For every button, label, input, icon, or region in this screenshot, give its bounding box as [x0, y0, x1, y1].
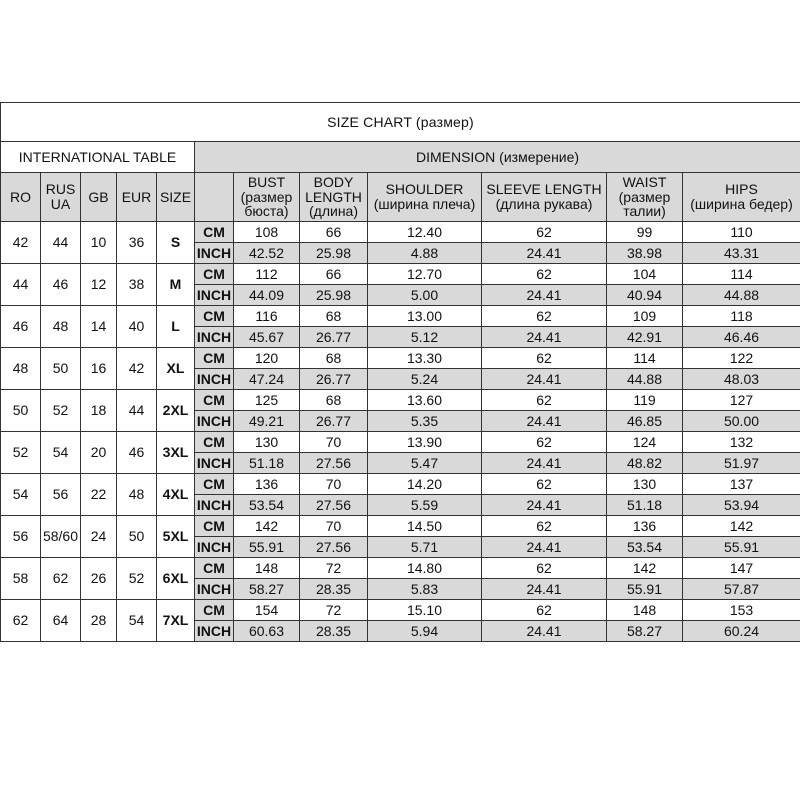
cell-bust-inch: 51.18 — [234, 453, 300, 474]
cell-hips-cm: 142 — [683, 516, 800, 537]
cell-ro: 42 — [1, 222, 41, 264]
unit-label-inch: INCH — [195, 453, 234, 474]
cell-bust-cm: 154 — [234, 600, 300, 621]
cell-hips-inch: 55.91 — [683, 537, 800, 558]
cell-waist-inch: 38.98 — [607, 243, 683, 264]
cell-ro: 46 — [1, 306, 41, 348]
cell-ro: 48 — [1, 348, 41, 390]
cell-bust-inch: 44.09 — [234, 285, 300, 306]
cell-shoulder-inch: 5.12 — [368, 327, 482, 348]
unit-label-inch: INCH — [195, 621, 234, 642]
unit-label-cm: CM — [195, 432, 234, 453]
cell-eur: 48 — [117, 474, 157, 516]
cell-shoulder-inch: 5.35 — [368, 411, 482, 432]
table-row — [1, 222, 800, 243]
cell-sleeve-length-cm: 62 — [482, 264, 607, 285]
cell-shoulder-cm: 13.30 — [368, 348, 482, 369]
cell-shoulder-cm: 14.50 — [368, 516, 482, 537]
col-header-shoulder: SHOULDER (ширина плеча) — [368, 173, 482, 222]
cell-body-length-inch: 28.35 — [300, 579, 368, 600]
cell-body-length-cm: 68 — [300, 306, 368, 327]
cell-waist-cm: 114 — [607, 348, 683, 369]
unit-label-cm: CM — [195, 474, 234, 495]
cell-sleeve-length-cm: 62 — [482, 600, 607, 621]
cell-hips-cm: 114 — [683, 264, 800, 285]
cell-hips-inch: 57.87 — [683, 579, 800, 600]
unit-label-cm: CM — [195, 306, 234, 327]
size-chart-table — [0, 102, 800, 642]
unit-label-inch: INCH — [195, 495, 234, 516]
cell-sleeve-length-inch: 24.41 — [482, 411, 607, 432]
cell-eur: 54 — [117, 600, 157, 642]
table-row — [1, 558, 800, 579]
col-header-unit-blank — [195, 173, 234, 222]
cell-shoulder-cm: 12.40 — [368, 222, 482, 243]
cell-bust-cm: 112 — [234, 264, 300, 285]
cell-eur: 46 — [117, 432, 157, 474]
col-header-gb: GB — [81, 173, 117, 222]
cell-shoulder-inch: 5.24 — [368, 369, 482, 390]
table-row — [1, 516, 800, 537]
cell-shoulder-inch: 4.88 — [368, 243, 482, 264]
unit-label-cm: CM — [195, 558, 234, 579]
cell-gb: 24 — [81, 516, 117, 558]
cell-shoulder-cm: 13.60 — [368, 390, 482, 411]
col-header-sleeve-length: SLEEVE LENGTH (длина рукава) — [482, 173, 607, 222]
cell-rus-ua: 48 — [41, 306, 81, 348]
cell-shoulder-cm: 15.10 — [368, 600, 482, 621]
cell-size: 6XL — [157, 558, 195, 600]
cell-body-length-cm: 72 — [300, 558, 368, 579]
cell-body-length-inch: 26.77 — [300, 327, 368, 348]
cell-ro: 44 — [1, 264, 41, 306]
unit-label-cm: CM — [195, 348, 234, 369]
unit-label-cm: CM — [195, 222, 234, 243]
cell-eur: 40 — [117, 306, 157, 348]
cell-body-length-inch: 27.56 — [300, 453, 368, 474]
table-row — [1, 432, 800, 453]
cell-bust-inch: 60.63 — [234, 621, 300, 642]
cell-ro: 52 — [1, 432, 41, 474]
cell-shoulder-inch: 5.00 — [368, 285, 482, 306]
cell-size: L — [157, 306, 195, 348]
cell-gb: 12 — [81, 264, 117, 306]
cell-body-length-inch: 26.77 — [300, 411, 368, 432]
col-header-rus-ua: RUS UA — [41, 173, 81, 222]
cell-waist-cm: 99 — [607, 222, 683, 243]
cell-hips-cm: 132 — [683, 432, 800, 453]
unit-label-inch: INCH — [195, 369, 234, 390]
cell-ro: 54 — [1, 474, 41, 516]
cell-hips-cm: 118 — [683, 306, 800, 327]
cell-shoulder-inch: 5.94 — [368, 621, 482, 642]
cell-ro: 56 — [1, 516, 41, 558]
cell-sleeve-length-inch: 24.41 — [482, 369, 607, 390]
cell-size: 2XL — [157, 390, 195, 432]
table-row — [1, 348, 800, 369]
cell-waist-cm: 104 — [607, 264, 683, 285]
cell-size: 7XL — [157, 600, 195, 642]
cell-body-length-cm: 70 — [300, 516, 368, 537]
cell-hips-cm: 122 — [683, 348, 800, 369]
cell-waist-inch: 46.85 — [607, 411, 683, 432]
table-row — [1, 474, 800, 495]
cell-hips-cm: 110 — [683, 222, 800, 243]
cell-waist-cm: 109 — [607, 306, 683, 327]
cell-bust-cm: 136 — [234, 474, 300, 495]
table-row — [1, 264, 800, 285]
unit-label-inch: INCH — [195, 411, 234, 432]
cell-waist-cm: 130 — [607, 474, 683, 495]
cell-body-length-cm: 70 — [300, 474, 368, 495]
unit-label-cm: CM — [195, 390, 234, 411]
cell-shoulder-cm: 14.20 — [368, 474, 482, 495]
cell-body-length-inch: 27.56 — [300, 495, 368, 516]
cell-eur: 42 — [117, 348, 157, 390]
cell-bust-cm: 125 — [234, 390, 300, 411]
cell-bust-cm: 130 — [234, 432, 300, 453]
cell-size: S — [157, 222, 195, 264]
col-header-hips: HIPS (ширина бедер) — [683, 173, 800, 222]
cell-ro: 50 — [1, 390, 41, 432]
cell-bust-inch: 42.52 — [234, 243, 300, 264]
cell-bust-inch: 55.91 — [234, 537, 300, 558]
unit-label-inch: INCH — [195, 243, 234, 264]
cell-bust-cm: 148 — [234, 558, 300, 579]
col-header-eur: EUR — [117, 173, 157, 222]
cell-rus-ua: 56 — [41, 474, 81, 516]
cell-hips-inch: 48.03 — [683, 369, 800, 390]
cell-waist-inch: 42.91 — [607, 327, 683, 348]
cell-waist-inch: 55.91 — [607, 579, 683, 600]
cell-hips-cm: 153 — [683, 600, 800, 621]
cell-eur: 44 — [117, 390, 157, 432]
cell-hips-inch: 46.46 — [683, 327, 800, 348]
cell-waist-cm: 124 — [607, 432, 683, 453]
table-row — [1, 306, 800, 327]
cell-size: 5XL — [157, 516, 195, 558]
cell-ro: 62 — [1, 600, 41, 642]
cell-shoulder-cm: 12.70 — [368, 264, 482, 285]
unit-label-inch: INCH — [195, 579, 234, 600]
table-row — [1, 390, 800, 411]
cell-gb: 28 — [81, 600, 117, 642]
cell-gb: 16 — [81, 348, 117, 390]
international-table-header: INTERNATIONAL TABLE — [1, 142, 195, 173]
cell-rus-ua: 46 — [41, 264, 81, 306]
cell-ro: 58 — [1, 558, 41, 600]
cell-bust-inch: 58.27 — [234, 579, 300, 600]
cell-gb: 26 — [81, 558, 117, 600]
cell-waist-cm: 148 — [607, 600, 683, 621]
cell-size: M — [157, 264, 195, 306]
cell-sleeve-length-inch: 24.41 — [482, 327, 607, 348]
cell-size: 3XL — [157, 432, 195, 474]
cell-shoulder-inch: 5.83 — [368, 579, 482, 600]
cell-body-length-cm: 68 — [300, 390, 368, 411]
cell-sleeve-length-cm: 62 — [482, 390, 607, 411]
cell-bust-cm: 116 — [234, 306, 300, 327]
cell-shoulder-cm: 14.80 — [368, 558, 482, 579]
cell-waist-inch: 48.82 — [607, 453, 683, 474]
cell-sleeve-length-cm: 62 — [482, 516, 607, 537]
cell-gb: 14 — [81, 306, 117, 348]
col-header-body-length: BODY LENGTH (длина) — [300, 173, 368, 222]
col-header-ro: RO — [1, 173, 41, 222]
cell-hips-inch: 50.00 — [683, 411, 800, 432]
cell-hips-inch: 51.97 — [683, 453, 800, 474]
cell-hips-inch: 53.94 — [683, 495, 800, 516]
col-header-bust: BUST (размер бюста) — [234, 173, 300, 222]
cell-bust-cm: 108 — [234, 222, 300, 243]
cell-bust-inch: 47.24 — [234, 369, 300, 390]
cell-rus-ua: 50 — [41, 348, 81, 390]
cell-bust-cm: 142 — [234, 516, 300, 537]
cell-waist-cm: 119 — [607, 390, 683, 411]
cell-eur: 38 — [117, 264, 157, 306]
chart-title: SIZE CHART (размер) — [1, 103, 800, 142]
cell-body-length-inch: 28.35 — [300, 621, 368, 642]
cell-shoulder-cm: 13.90 — [368, 432, 482, 453]
cell-sleeve-length-inch: 24.41 — [482, 285, 607, 306]
cell-waist-inch: 51.18 — [607, 495, 683, 516]
cell-rus-ua: 58/60 — [41, 516, 81, 558]
cell-waist-cm: 136 — [607, 516, 683, 537]
cell-sleeve-length-cm: 62 — [482, 474, 607, 495]
cell-waist-cm: 142 — [607, 558, 683, 579]
dimension-header: DIMENSION (измерение) — [195, 142, 800, 173]
cell-body-length-inch: 27.56 — [300, 537, 368, 558]
unit-label-cm: CM — [195, 516, 234, 537]
cell-rus-ua: 64 — [41, 600, 81, 642]
cell-body-length-inch: 25.98 — [300, 243, 368, 264]
cell-sleeve-length-cm: 62 — [482, 306, 607, 327]
cell-waist-inch: 58.27 — [607, 621, 683, 642]
cell-size: XL — [157, 348, 195, 390]
col-header-waist: WAIST (размер талии) — [607, 173, 683, 222]
cell-eur: 50 — [117, 516, 157, 558]
cell-sleeve-length-inch: 24.41 — [482, 537, 607, 558]
cell-hips-inch: 43.31 — [683, 243, 800, 264]
cell-waist-inch: 53.54 — [607, 537, 683, 558]
unit-label-inch: INCH — [195, 327, 234, 348]
cell-bust-inch: 53.54 — [234, 495, 300, 516]
cell-hips-cm: 127 — [683, 390, 800, 411]
cell-hips-inch: 44.88 — [683, 285, 800, 306]
cell-eur: 52 — [117, 558, 157, 600]
cell-sleeve-length-inch: 24.41 — [482, 495, 607, 516]
cell-sleeve-length-cm: 62 — [482, 558, 607, 579]
cell-size: 4XL — [157, 474, 195, 516]
unit-label-inch: INCH — [195, 537, 234, 558]
cell-body-length-cm: 66 — [300, 264, 368, 285]
cell-body-length-cm: 70 — [300, 432, 368, 453]
cell-body-length-inch: 25.98 — [300, 285, 368, 306]
cell-waist-inch: 40.94 — [607, 285, 683, 306]
cell-rus-ua: 62 — [41, 558, 81, 600]
cell-rus-ua: 44 — [41, 222, 81, 264]
unit-label-cm: CM — [195, 264, 234, 285]
cell-bust-inch: 49.21 — [234, 411, 300, 432]
unit-label-inch: INCH — [195, 285, 234, 306]
cell-body-length-inch: 26.77 — [300, 369, 368, 390]
cell-sleeve-length-inch: 24.41 — [482, 621, 607, 642]
cell-sleeve-length-cm: 62 — [482, 348, 607, 369]
unit-label-cm: CM — [195, 600, 234, 621]
cell-shoulder-inch: 5.59 — [368, 495, 482, 516]
cell-body-length-cm: 72 — [300, 600, 368, 621]
cell-hips-cm: 147 — [683, 558, 800, 579]
cell-bust-inch: 45.67 — [234, 327, 300, 348]
cell-hips-cm: 137 — [683, 474, 800, 495]
cell-sleeve-length-inch: 24.41 — [482, 453, 607, 474]
cell-hips-inch: 60.24 — [683, 621, 800, 642]
cell-rus-ua: 52 — [41, 390, 81, 432]
cell-shoulder-inch: 5.71 — [368, 537, 482, 558]
cell-gb: 10 — [81, 222, 117, 264]
col-header-size: SIZE — [157, 173, 195, 222]
cell-sleeve-length-inch: 24.41 — [482, 243, 607, 264]
cell-gb: 20 — [81, 432, 117, 474]
cell-waist-inch: 44.88 — [607, 369, 683, 390]
cell-sleeve-length-inch: 24.41 — [482, 579, 607, 600]
cell-gb: 18 — [81, 390, 117, 432]
cell-sleeve-length-cm: 62 — [482, 432, 607, 453]
cell-bust-cm: 120 — [234, 348, 300, 369]
cell-shoulder-cm: 13.00 — [368, 306, 482, 327]
cell-eur: 36 — [117, 222, 157, 264]
cell-body-length-cm: 66 — [300, 222, 368, 243]
cell-rus-ua: 54 — [41, 432, 81, 474]
cell-shoulder-inch: 5.47 — [368, 453, 482, 474]
cell-sleeve-length-cm: 62 — [482, 222, 607, 243]
cell-body-length-cm: 68 — [300, 348, 368, 369]
cell-gb: 22 — [81, 474, 117, 516]
table-row — [1, 600, 800, 621]
